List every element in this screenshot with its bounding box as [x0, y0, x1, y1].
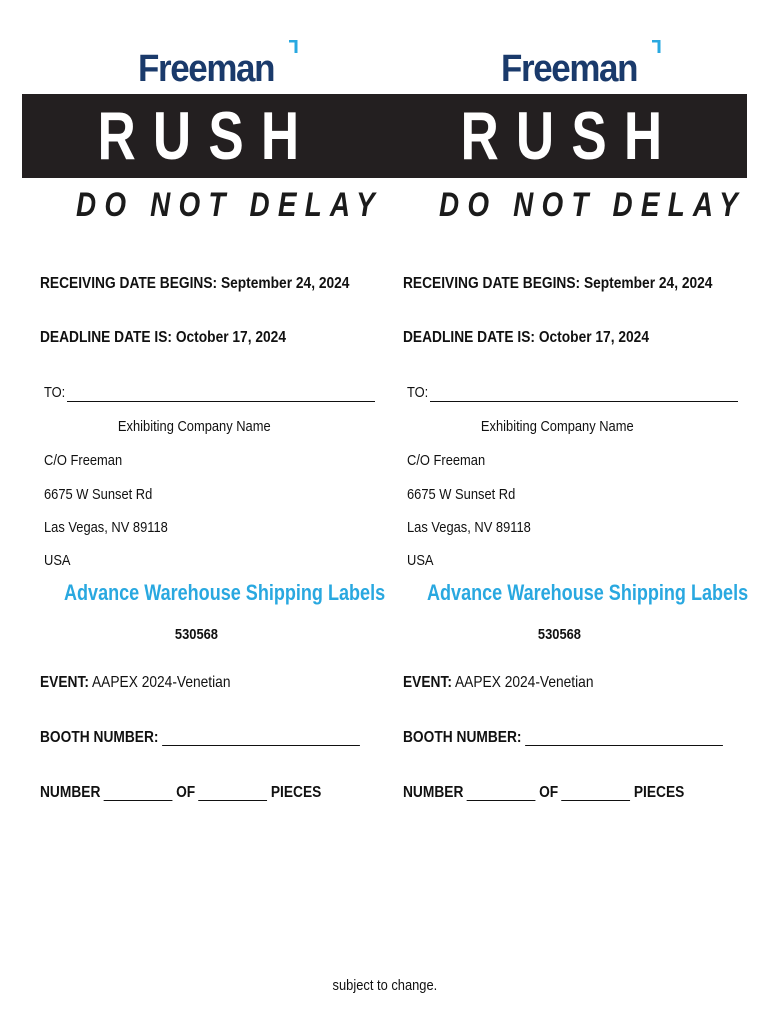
- rush-text: RUSH: [97, 98, 317, 174]
- deadline-label: DEADLINE DATE IS:: [40, 329, 172, 346]
- address-line: 6675 W Sunset Rd: [44, 486, 153, 503]
- logo-accent-icon: [288, 40, 298, 54]
- booth-line[interactable]: [162, 731, 360, 746]
- booth-label: BOOTH NUMBER:: [403, 729, 522, 746]
- address-line: Las Vegas, NV 89118: [44, 519, 168, 536]
- do-not-delay: DO NOT DELAY: [76, 186, 383, 224]
- receiving-label: RECEIVING DATE BEGINS:: [40, 275, 218, 292]
- receiving-value: September 24, 2024: [220, 275, 350, 292]
- to-label: TO:: [407, 384, 429, 401]
- of-line[interactable]: [199, 786, 268, 801]
- number-label: NUMBER: [403, 784, 464, 801]
- event-label: EVENT:: [403, 674, 452, 691]
- address-line: C/O Freeman: [44, 452, 123, 469]
- pieces-row: [403, 785, 684, 801]
- number-line[interactable]: [467, 786, 536, 801]
- of-label: OF: [539, 784, 559, 801]
- logo-text: Freeman: [501, 48, 638, 90]
- do-not-delay: DO NOT DELAY: [439, 186, 746, 224]
- booth-line[interactable]: [525, 731, 723, 746]
- event-label: EVENT:: [40, 674, 89, 691]
- receiving-value: September 24, 2024: [583, 275, 713, 292]
- booth-label: BOOTH NUMBER:: [40, 729, 159, 746]
- booth-row: [403, 730, 723, 746]
- pieces-row: [40, 785, 321, 801]
- number-label: NUMBER: [40, 784, 101, 801]
- address-line: 6675 W Sunset Rd: [407, 486, 516, 503]
- deadline-date: [40, 330, 286, 346]
- freeman-logo: [138, 38, 286, 88]
- receiving-label: RECEIVING DATE BEGINS:: [403, 275, 581, 292]
- receiving-date: [403, 276, 712, 292]
- number-line[interactable]: [104, 786, 173, 801]
- of-line[interactable]: [562, 786, 631, 801]
- company-caption: Exhibiting Company Name: [480, 418, 634, 435]
- to-line[interactable]: [67, 401, 375, 402]
- freeman-logo: [501, 38, 649, 88]
- label-code: 530568: [537, 626, 581, 643]
- deadline-date: [403, 330, 649, 346]
- deadline-label: DEADLINE DATE IS:: [403, 329, 535, 346]
- event-value: AAPEX 2024-Venetian: [455, 674, 594, 691]
- address-line: C/O Freeman: [407, 452, 486, 469]
- label-code: 530568: [174, 626, 218, 643]
- to-field[interactable]: [407, 385, 432, 400]
- footer-note: subject to change.: [332, 977, 438, 994]
- event-value: AAPEX 2024-Venetian: [92, 674, 231, 691]
- event-row: [40, 675, 230, 691]
- logo-text: Freeman: [138, 48, 275, 90]
- rush-text: RUSH: [460, 98, 680, 174]
- booth-row: [40, 730, 360, 746]
- deadline-value: October 17, 2024: [538, 329, 649, 346]
- deadline-value: October 17, 2024: [175, 329, 286, 346]
- to-line[interactable]: [430, 401, 738, 402]
- of-label: OF: [176, 784, 196, 801]
- address-line: USA: [407, 552, 434, 569]
- company-caption: Exhibiting Company Name: [117, 418, 271, 435]
- label-title: Advance Warehouse Shipping Labels: [427, 580, 749, 605]
- logo-accent-icon: [651, 40, 661, 54]
- address-line: USA: [44, 552, 71, 569]
- address-line: Las Vegas, NV 89118: [407, 519, 531, 536]
- to-field[interactable]: [44, 385, 69, 400]
- receiving-date: [40, 276, 349, 292]
- event-row: [403, 675, 593, 691]
- shipping-label-right: [381, 0, 749, 1024]
- to-label: TO:: [44, 384, 66, 401]
- label-title: Advance Warehouse Shipping Labels: [64, 580, 386, 605]
- pieces-label: PIECES: [270, 784, 322, 801]
- pieces-label: PIECES: [633, 784, 685, 801]
